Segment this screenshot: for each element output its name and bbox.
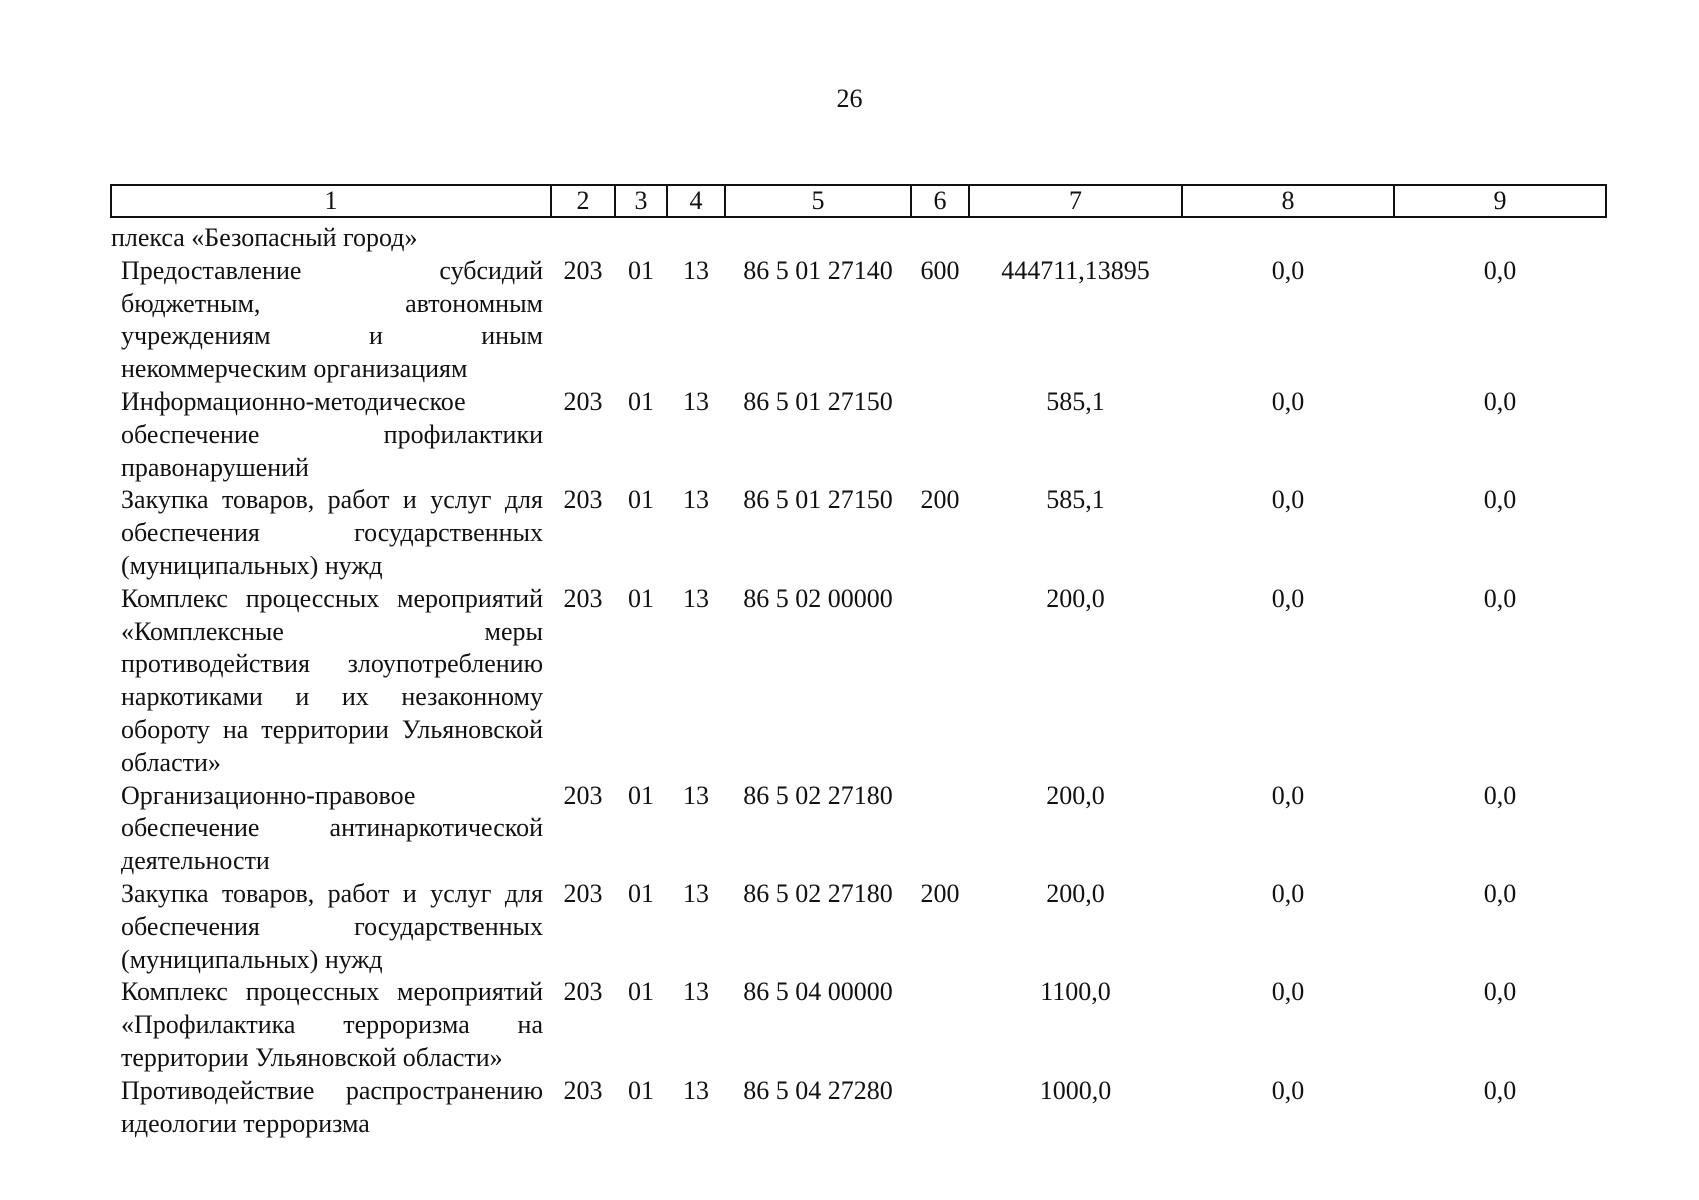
table-row [111, 255, 1606, 386]
cell-c5: 86 5 01 27150 [743, 485, 893, 515]
table-row [111, 878, 1606, 976]
column-header: 7 [969, 185, 1182, 217]
cell-c8: 0,0 [1271, 386, 1305, 416]
cell-c2: 203 [563, 485, 603, 515]
cell-c8: 0,0 [1271, 977, 1305, 1007]
column-header: 4 [667, 185, 725, 217]
row-name: Информационно-методическое обеспечение профилактики правонарушений [121, 386, 543, 482]
cell-c3: 01 [628, 878, 654, 908]
cell-c8: 0,0 [1271, 485, 1305, 515]
cell-c4: 13 [683, 1075, 709, 1105]
cell-c5: 86 5 02 27180 [743, 780, 893, 810]
column-header: 3 [615, 185, 667, 217]
row-name: Предоставление субсидий бюджетным, автономным учреждениям и иным некоммерческим организациям [121, 255, 543, 384]
cell-c3: 01 [628, 977, 654, 1007]
cell-c8: 0,0 [1271, 878, 1305, 908]
cell-c6: 200 [920, 878, 960, 908]
cell-c4: 13 [683, 583, 709, 613]
cell-c3: 01 [628, 485, 654, 515]
cell-c9: 0,0 [1483, 878, 1517, 908]
cell-c6: 200 [920, 485, 960, 515]
cell-c6 [911, 1075, 969, 1141]
cell-c4: 13 [683, 255, 709, 285]
table-row [111, 386, 1606, 484]
column-header: 5 [725, 185, 911, 217]
row-name: Закупка товаров, работ и услуг для обеспечения государственных (муниципальных) нужд [121, 485, 543, 580]
cell-c2: 203 [563, 386, 603, 416]
cell-c7: 585,1 [1046, 485, 1105, 515]
cell-c6 [911, 976, 969, 1074]
cell-c3: 01 [628, 386, 654, 416]
cell-c2: 203 [563, 878, 603, 908]
column-header: 9 [1394, 185, 1606, 217]
cell-c7: 200,0 [1046, 583, 1105, 613]
cell-c9: 0,0 [1483, 977, 1517, 1007]
table-row [111, 484, 1606, 582]
row-name: Закупка товаров, работ и услуг для обеспечения государственных (муниципальных) нужд [121, 878, 543, 974]
row-name: Комплекс процессных мероприятий «Комплексные меры противодействия злоупотреблению наркотиками и их незаконному обороту на территории Ульяновской области» [121, 583, 543, 777]
cell-c9: 0,0 [1483, 255, 1517, 285]
cell-c8: 0,0 [1271, 583, 1305, 613]
cell-c6 [911, 583, 969, 780]
cell-c4: 13 [683, 878, 709, 908]
row-name: Комплекс процессных мероприятий «Профилактика терроризма на территории Ульяновской области» [121, 977, 543, 1072]
cell-c2: 203 [563, 977, 603, 1007]
cell-c7: 1000,0 [1039, 1075, 1112, 1105]
cell-c6 [911, 386, 969, 484]
cell-c6 [911, 780, 969, 878]
cell-c4: 13 [683, 780, 709, 810]
budget-table [110, 184, 1607, 1140]
cell-c5: 86 5 04 00000 [743, 977, 893, 1007]
table-row [111, 583, 1606, 780]
cell-c8: 0,0 [1271, 780, 1305, 810]
cell-c7: 200,0 [1046, 878, 1105, 908]
column-header: 2 [551, 185, 615, 217]
cell-c5: 86 5 01 27150 [743, 386, 893, 416]
cell-c2: 203 [563, 1075, 603, 1105]
cell-c4: 13 [683, 386, 709, 416]
cell-c3: 01 [628, 1075, 654, 1105]
cell-c5: 86 5 02 00000 [743, 583, 893, 613]
cell-c9: 0,0 [1483, 780, 1517, 810]
row-name: Организационно-правовое обеспечение антинаркотической деятельности [121, 780, 543, 876]
cell-c8: 0,0 [1271, 1075, 1305, 1105]
cell-c8: 0,0 [1271, 255, 1305, 285]
table-row [111, 217, 1606, 255]
cell-c9: 0,0 [1483, 485, 1517, 515]
cell-c7: 444711,13895 [1001, 255, 1150, 285]
cell-c6: 600 [920, 255, 960, 285]
cell-c4: 13 [683, 977, 709, 1007]
cell-c9: 0,0 [1483, 1075, 1517, 1105]
column-header: 6 [911, 185, 969, 217]
cell-c2: 203 [563, 583, 603, 613]
cell-c9: 0,0 [1483, 386, 1517, 416]
continuation-text: плекса «Безопасный город» [111, 223, 418, 252]
table-row [111, 976, 1606, 1074]
column-header: 1 [111, 185, 551, 217]
cell-c7: 1100,0 [1040, 977, 1111, 1007]
cell-c3: 01 [628, 255, 654, 285]
cell-c5: 86 5 01 27140 [743, 255, 893, 285]
cell-c2: 203 [563, 255, 603, 285]
page-number: 26 [836, 84, 863, 113]
table-row [111, 1075, 1606, 1141]
cell-c7: 200,0 [1046, 780, 1105, 810]
cell-c5: 86 5 02 27180 [743, 878, 893, 908]
cell-c5: 86 5 04 27280 [743, 1075, 893, 1105]
cell-c7: 585,1 [1046, 386, 1105, 416]
cell-c9: 0,0 [1483, 583, 1517, 613]
cell-c4: 13 [683, 485, 709, 515]
header-row [111, 185, 1606, 217]
table-header [111, 185, 1606, 217]
cell-c3: 01 [628, 780, 654, 810]
column-header: 8 [1182, 185, 1394, 217]
table-body [111, 217, 1606, 1140]
cell-c3: 01 [628, 583, 654, 613]
row-name: Противодействие распространению идеологии терроризма [121, 1075, 543, 1138]
table-row [111, 780, 1606, 878]
cell-c2: 203 [563, 780, 603, 810]
